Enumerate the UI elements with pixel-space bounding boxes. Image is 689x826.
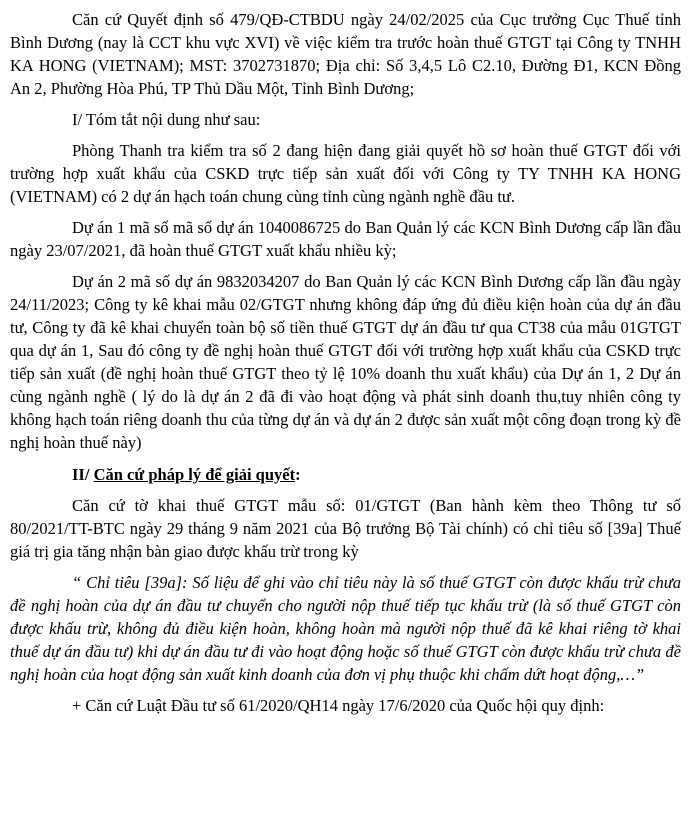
quote-indicator-39a: “ Chỉ tiêu [39a]: Số liệu để ghi vào chỉ tiêu này là số thuế GTGT còn được khấu trừ chưa đề nghị hoàn của dự án đầu tư chuyển cho người nộp thuế tiếp tục khấu trừ (là số thuế GTGT còn được khấu trừ, không đủ điều kiện hoàn, không hoàn mà người nộp thuế đã kê khai riêng tờ khai thuế dự án đầu tư) khi dự án đầu tư đi vào hoạt động hoặc số thuế GTGT còn được khấu trừ chưa đề nghị hoàn của hoạt động sản xuất kinh doanh của đơn vị phụ thuộc khi chấm dứt hoạt động,…” xyxy=(10,573,681,684)
section-heading-summary: I/ Tóm tắt nội dung như sau: xyxy=(72,110,261,129)
paragraph-inspection: Phòng Thanh tra kiểm tra số 2 đang hiện đang giải quyết hồ sơ hoàn thuế GTGT đối với trường hợp xuất khẩu của CSKD trực tiếp sản xuất đối với Công ty TY TNHH KA HONG (VIETNAM) có 2 dự án hạch toán chung cùng tỉnh cùng ngành nghề đầu tư. xyxy=(10,141,681,206)
section-number: II/ xyxy=(72,465,90,484)
section-colon: : xyxy=(295,465,301,484)
paragraph-decision: Căn cứ Quyết định số 479/QĐ-CTBDU ngày 24/02/2025 của Cục trưởng Cục Thuế tỉnh Bình Dương (nay là CCT khu vực XVI) về việc kiểm tra trước hoàn thuế GTGT tại Công ty TNHH KA HONG (VIETNAM); MST: 3702731870; Địa chỉ: Số 3,4,5 Lô C2.10, Đường Đ1, KCN Đồng An 2, Phường Hòa Phú, TP Thủ Dầu Một, Tỉnh Bình Dương; xyxy=(10,10,681,98)
section-title: Căn cứ pháp lý để giải quyết xyxy=(93,465,296,484)
paragraph-tax-declaration: Căn cứ tờ khai thuế GTGT mẫu số: 01/GTGT (Ban hành kèm theo Thông tư số 80/2021/TT-BTC ngày 29 tháng 9 năm 2021 của Bộ trưởng Bộ Tài chính) có chỉ tiêu số [39a] Thuế giá trị gia tăng nhận bàn giao được khấu trừ trong kỳ xyxy=(10,496,681,561)
section-heading-legal-basis xyxy=(10,463,681,486)
paragraph-project-1: Dự án 1 mã số mã số dự án 1040086725 do Ban Quản lý các KCN Bình Dương cấp lần đầu ngày 23/07/2021, đã hoàn thuế GTGT xuất khẩu nhiều kỳ; xyxy=(10,218,681,260)
paragraph-project-2: Dự án 2 mã số dự án 9832034207 do Ban Quản lý các KCN Bình Dương cấp lần đầu ngày 24/11/2023; Công ty kê khai mẫu 02/GTGT nhưng không đáp ứng đủ điều kiện hoàn của dự án đầu tư, Công ty đã kê khai chuyển toàn bộ số tiền thuế GTGT dự án đầu tư qua CT38 của mẫu 01GTGT qua dự án 1, Sau đó công ty đề nghị hoàn thuế GTGT đối với trường hợp xuất khẩu của CSKD trực tiếp sản xuất (đề nghị hoàn thuế GTGT theo tỷ lệ 10% doanh thu xuất khẩu) của Dự án 1, 2 Dự án cùng ngành nghề ( lý do là dự án 2 đã đi vào hoạt động và phát sinh doanh thu,tuy nhiên công ty không hạch toán riêng doanh thu của từng dự án và dự án 2 được sản xuất một công đoạn trong kỳ đề nghị hoàn thuế này) xyxy=(10,272,681,452)
paragraph-investment-law: + Căn cứ Luật Đầu tư số 61/2020/QH14 ngày 17/6/2020 của Quốc hội quy định: xyxy=(72,696,605,715)
